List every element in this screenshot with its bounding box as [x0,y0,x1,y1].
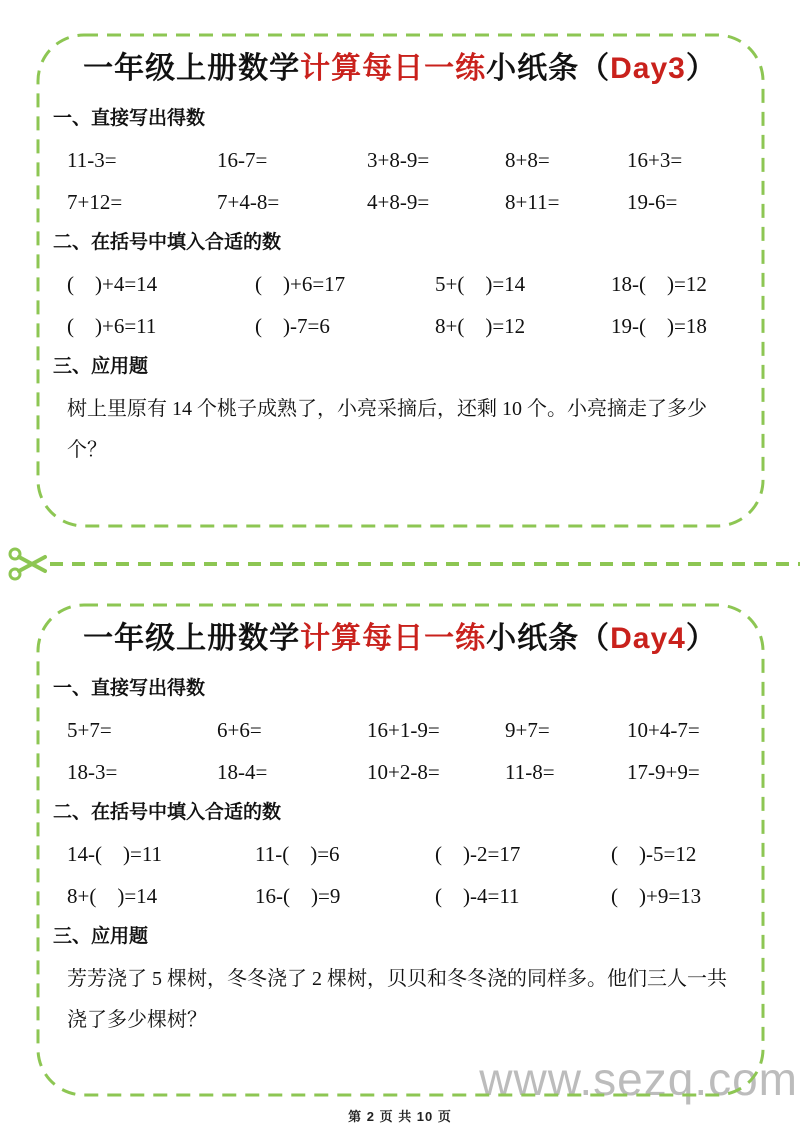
title-part: 小纸条（ [486,622,611,655]
equation: 7+4-8= [217,190,280,214]
equation: 18-3= [67,760,118,784]
section-3-heading: 三、应用题 [53,926,149,947]
equation: 10+4-7= [627,718,700,742]
section-2-heading: 二、在括号中填入合适的数 [53,232,282,253]
site-watermark: www.sezq.com [479,1053,798,1105]
title-part: ） [685,52,717,85]
equation: 11-( )=6 [255,842,340,866]
equation: 5+7= [67,718,112,742]
fill-blank-row [53,311,747,341]
title-day-label: Day3 [610,52,686,85]
equation: 3+8-9= [367,148,430,172]
scissors-icon [7,546,49,582]
equation: ( )-7=6 [255,314,330,338]
section-1-heading: 一、直接写出得数 [53,678,206,699]
fill-blank-row [53,881,747,911]
equation: 16+3= [627,148,683,172]
equation: 11-8= [505,760,555,784]
equation: ( )+6=17 [255,272,346,296]
equation: 8+( )=14 [67,884,158,908]
equation: 10+2-8= [367,760,440,784]
equation: 19-6= [627,190,678,214]
equation: 7+12= [67,190,123,214]
fill-blank-row [53,269,747,299]
title-part: ） [685,622,717,655]
cut-line [0,545,800,585]
equation: 16-( )=9 [255,884,341,908]
title-highlight: 计算每日一练 [300,52,487,85]
equation: 19-( )=18 [611,314,707,338]
worksheet-slip-day3 [36,33,765,528]
title-part: 小纸条（ [486,52,611,85]
equation: 8+( )=12 [435,314,526,338]
cut-dash-line [50,562,800,566]
page-number-footer: 第 2 页 共 10 页 [348,1109,452,1124]
equation: ( )+4=14 [67,272,158,296]
equation: 5+( )=14 [435,272,526,296]
equation: 17-9+9= [627,760,700,784]
equation: 16-7= [217,148,268,172]
calc-row [53,145,747,175]
equation: ( )-2=17 [435,842,521,866]
equation: 8+8= [505,148,550,172]
equation: 18-4= [217,760,268,784]
equation: ( )-4=11 [435,884,520,908]
equation: 9+7= [505,718,550,742]
word-problem: 树上里原有 14 个桃子成熟了，小亮采摘后，还剩 10 个。小亮摘走了多少个？ [67,398,707,461]
worksheet-title [53,45,747,93]
equation: 8+11= [505,190,560,214]
equation: 18-( )=12 [611,272,707,296]
calc-row [53,757,747,787]
equation: 4+8-9= [367,190,430,214]
title-highlight: 计算每日一练 [300,622,487,655]
title-part: 一年级上册数学 [83,622,301,655]
word-problem: 芳芳浇了 5 棵树，冬冬浇了 2 棵树，贝贝和冬冬浇的同样多。他们三人一共浇了多少棵树？ [67,968,727,1031]
equation: ( )+6=11 [67,314,157,338]
title-part: 一年级上册数学 [83,52,301,85]
worksheet-slip-day4 [36,603,765,1097]
calc-row [53,715,747,745]
section-2-heading: 二、在括号中填入合适的数 [53,802,282,823]
equation: ( )-5=12 [611,842,697,866]
equation: ( )+9=13 [611,884,702,908]
section-3-heading: 三、应用题 [53,356,149,377]
worksheet-title [53,615,747,663]
calc-row [53,187,747,217]
equation: 6+6= [217,718,262,742]
equation: 11-3= [67,148,117,172]
equation: 14-( )=11 [67,842,163,866]
title-day-label: Day4 [610,622,686,655]
equation: 16+1-9= [367,718,440,742]
fill-blank-row [53,839,747,869]
section-1-heading: 一、直接写出得数 [53,108,206,129]
